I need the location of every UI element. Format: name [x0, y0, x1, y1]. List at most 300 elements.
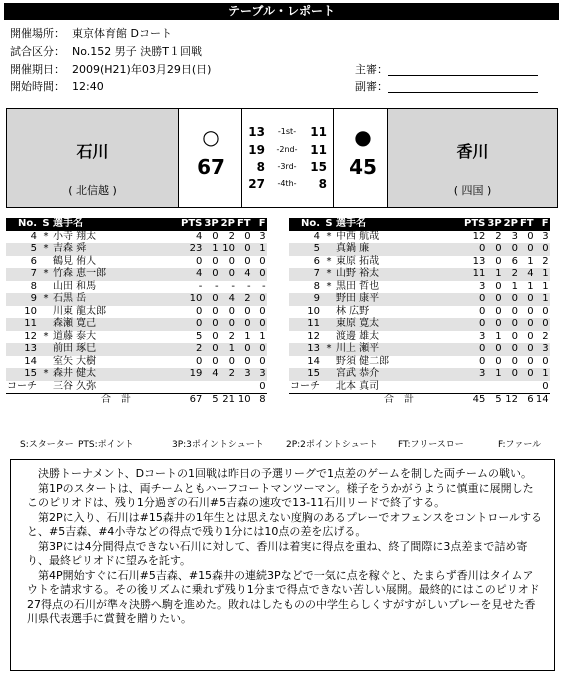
starter-mark [40, 381, 52, 394]
player-ft: 0 [244, 230, 251, 242]
away-team-panel [387, 109, 557, 207]
player-number: コーチ [7, 380, 37, 392]
player-3p: 0 [212, 355, 219, 367]
quarter-away-score: 8 [318, 177, 327, 191]
player-points: 12 [472, 230, 486, 242]
player-number: 15 [6, 368, 40, 381]
player-fouls: 1 [542, 280, 549, 292]
away-result-mark: ● [354, 125, 372, 149]
player-ft [519, 381, 535, 394]
player-3p: 4 [203, 368, 219, 381]
player-name: 森井 健太 [52, 368, 180, 381]
total-label: 合 計 [335, 393, 463, 406]
player-name: 宮武 恭介 [335, 368, 463, 381]
player-ft: 0 [519, 343, 535, 356]
home-team-panel [7, 109, 179, 207]
player-points: 0 [463, 318, 486, 331]
player-2p: 10 [220, 243, 236, 256]
player-name: 小寺 翔太 [53, 230, 97, 242]
player-3p: 0 [495, 280, 502, 292]
player-ft: 3 [236, 368, 252, 381]
starter-mark [40, 256, 52, 269]
player-ft: 0 [527, 355, 534, 367]
column-header: 3P [487, 218, 502, 230]
player-points: 0 [195, 355, 203, 367]
player-number: 6 [30, 255, 37, 267]
away-box-score [289, 218, 550, 406]
player-name: 東原 拓哉 [336, 255, 380, 267]
starter-mark [323, 356, 335, 369]
player-2p: 0 [220, 268, 236, 281]
quarter-label: -3rd- [277, 162, 297, 171]
column-header: 3P [204, 218, 219, 230]
table-row [6, 318, 267, 331]
player-name: 渡邊 雄太 [336, 330, 380, 342]
player-name: 真鍋 廉 [335, 243, 463, 256]
player-name: 鶴見 侑人 [53, 255, 97, 267]
starter-mark [323, 368, 335, 381]
player-2p: 2 [220, 368, 236, 381]
player-2p: 0 [511, 305, 518, 317]
column-header: F [535, 218, 550, 231]
player-ft: 4 [236, 268, 252, 281]
player-3p [486, 381, 502, 394]
player-fouls: 0 [252, 268, 267, 281]
info-value: No.152 男子 決勝T１回戦 [72, 45, 202, 58]
chief-referee-line [388, 64, 538, 76]
away-team-region: ( 四国 ) [453, 184, 492, 197]
player-points: 0 [463, 243, 486, 256]
player-points: 19 [180, 368, 203, 381]
total-row [289, 393, 550, 406]
player-3p: 0 [203, 293, 219, 306]
quarter-home-score: 27 [248, 177, 265, 191]
player-3p: 0 [486, 343, 502, 356]
column-header: F [252, 218, 267, 231]
player-points: 0 [195, 305, 203, 317]
starter-mark [40, 318, 52, 331]
player-name: 山野 裕太 [335, 268, 463, 281]
player-3p: - [215, 280, 219, 292]
player-3p: 0 [486, 243, 502, 256]
game-report [10, 459, 555, 671]
player-2p: - [231, 280, 235, 292]
player-number: 13 [6, 343, 40, 356]
player-number: 11 [6, 318, 40, 331]
info-value: 12:40 [72, 80, 104, 93]
player-number: 9 [6, 293, 40, 306]
table-row [289, 243, 550, 256]
starter-mark: * [323, 268, 335, 281]
table-row [6, 268, 267, 281]
player-number: 5 [6, 243, 40, 256]
starter-mark: * [326, 230, 332, 242]
starter-mark [40, 343, 52, 356]
player-number: 14 [307, 355, 320, 367]
starter-mark [40, 306, 52, 319]
player-3p: 0 [212, 330, 219, 342]
player-3p: 0 [486, 318, 502, 331]
player-name: 川上 瀬平 [335, 343, 463, 356]
legend-item: FT:フリースロー [398, 440, 464, 450]
scoreboard [6, 108, 558, 208]
column-header: PTS [464, 218, 486, 230]
player-points [180, 381, 203, 394]
column-header: S [323, 218, 335, 231]
player-ft: 0 [519, 293, 535, 306]
player-2p: 0 [503, 243, 519, 256]
player-ft: 0 [519, 318, 535, 331]
player-number: 7 [289, 268, 323, 281]
column-header: No. [289, 218, 323, 231]
quarter-home-score: 8 [256, 160, 265, 174]
quarter-home-score: 13 [248, 125, 265, 139]
player-3p: 1 [486, 268, 502, 281]
player-fouls: 0 [259, 355, 266, 367]
table-row [289, 318, 550, 331]
starter-mark: * [40, 368, 52, 381]
player-3p: 0 [203, 318, 219, 331]
table-row [289, 293, 550, 306]
player-name: 山田 和馬 [53, 280, 97, 292]
player-points: 11 [463, 268, 486, 281]
player-number: 12 [24, 330, 37, 342]
player-number: 5 [289, 243, 323, 256]
player-number: 12 [307, 330, 320, 342]
total-3p: 5 [203, 393, 219, 406]
report-paragraph: 第1Pのスタートは、両チームともハーフコートマンツーマン。様子をうかがうように慎重に展開したこのピリオドは、残り1分過ぎの石川#5吉森の速攻で13-11石川リードで終了する。 [27, 481, 534, 509]
player-fouls: 0 [259, 305, 266, 317]
quarter-row [241, 123, 333, 141]
player-fouls: 0 [535, 318, 550, 331]
table-row [6, 231, 267, 244]
player-fouls: 0 [259, 255, 266, 267]
legend-item: PTS:ポイント [78, 440, 134, 450]
player-fouls: 0 [542, 305, 549, 317]
quarter-away-score: 11 [310, 143, 327, 157]
player-number: 6 [313, 255, 320, 267]
player-fouls: 0 [252, 343, 267, 356]
home-box-score [6, 218, 267, 406]
player-fouls: 3 [542, 230, 549, 242]
player-name: 室矢 大樹 [53, 355, 97, 367]
player-fouls: 3 [535, 343, 550, 356]
player-3p: 2 [495, 230, 502, 242]
table-row [6, 356, 267, 369]
player-fouls: 3 [259, 230, 266, 242]
player-3p: 0 [203, 343, 219, 356]
legend-item: 2P:2ポイントシュート [286, 440, 378, 450]
info-label: 開催期日： [10, 63, 65, 76]
player-name: 森瀬 寛己 [52, 318, 180, 331]
player-ft: 1 [527, 255, 534, 267]
player-fouls: 2 [542, 255, 549, 267]
legend-item: 3P:3ポイントシュート [172, 440, 264, 450]
table-row [289, 356, 550, 369]
player-2p [503, 381, 519, 394]
table-row [6, 306, 267, 319]
player-number: コーチ [290, 380, 320, 392]
report-paragraph: 第4P開始すぐに石川#5吉森、#15森井の連続3Pなどで一気に点を稼ぐと、たまらず香川はタイムアウトを請求する。その後リズムに乗れず残り1分まで得点できない苦しい展開。最終的にはこのピリオド27得点の石川が準々決勝へ駒を進めた。敗れはしたものの中学生らしくすがすがしいプレーを見せた香川県代表選手に賞賛を贈りたい。 [27, 568, 540, 625]
player-fouls: 1 [535, 293, 550, 306]
starter-mark: * [323, 343, 335, 356]
player-points: 13 [472, 255, 486, 267]
player-ft: 0 [527, 230, 534, 242]
player-3p: 1 [495, 330, 502, 342]
info-venue [10, 27, 172, 41]
legend-item: S:スターター [20, 440, 74, 450]
table-row [289, 381, 550, 394]
player-2p: 2 [503, 268, 519, 281]
player-ft: 0 [244, 355, 251, 367]
player-name: 北本 真司 [336, 380, 380, 392]
report-paragraph: 第2Pに入り、石川は#15森井の1年生とは思えない度胸のあるプレーでオフェンスをコントロールすると、#5吉森、#4小寺などの得点で残り1分には10点の差を広げる。 [27, 510, 542, 538]
player-3p [203, 381, 219, 394]
starter-mark: * [40, 293, 52, 306]
player-number: 8 [313, 280, 320, 292]
info-start-time [10, 80, 104, 94]
player-fouls: 0 [535, 243, 550, 256]
player-number: 8 [30, 280, 37, 292]
quarter-away-score: 15 [310, 160, 327, 174]
player-name: 東原 寛太 [335, 318, 463, 331]
chief-referee-label: 主審： [355, 63, 388, 76]
player-ft: 0 [519, 243, 535, 256]
player-fouls: 1 [535, 368, 550, 381]
player-fouls: - [262, 280, 266, 292]
player-2p: 1 [220, 343, 236, 356]
table-row [6, 281, 267, 294]
sub-referee-label: 副審： [355, 80, 388, 93]
table-row [289, 268, 550, 281]
player-2p: 1 [511, 280, 518, 292]
player-number: 13 [289, 343, 323, 356]
player-ft [236, 381, 252, 394]
player-ft: 0 [527, 305, 534, 317]
quarter-home-score: 19 [248, 143, 265, 157]
player-name: 三谷 久弥 [53, 380, 97, 392]
quarter-row [241, 175, 333, 193]
player-3p: 1 [203, 243, 219, 256]
player-points: 0 [463, 293, 486, 306]
table-row [6, 381, 267, 394]
table-row [6, 343, 267, 356]
player-fouls: 0 [542, 355, 549, 367]
player-points: 0 [478, 355, 486, 367]
table-row [289, 256, 550, 269]
player-fouls: 2 [542, 330, 549, 342]
info-category [10, 45, 202, 59]
player-points: 2 [180, 343, 203, 356]
quarter-label: -2nd- [276, 145, 298, 154]
player-number: 9 [289, 293, 323, 306]
player-name: 野須 健二郎 [336, 355, 390, 367]
player-3p: 0 [495, 255, 502, 267]
total-spacer [323, 393, 335, 406]
total-ft: 10 [237, 393, 251, 405]
player-2p: 0 [503, 293, 519, 306]
player-3p: 0 [486, 293, 502, 306]
column-header: S [40, 218, 52, 231]
page-title: テーブル・レポート [4, 3, 559, 20]
player-2p: 6 [511, 255, 518, 267]
starter-mark: * [43, 230, 49, 242]
player-points: 0 [463, 343, 486, 356]
sub-referee [355, 80, 538, 94]
player-name: 野田 康平 [335, 293, 463, 306]
player-points: 10 [180, 293, 203, 306]
table-row [6, 331, 267, 344]
score-center [179, 109, 387, 207]
info-label: 開催場所： [10, 27, 65, 40]
player-points: 4 [180, 268, 203, 281]
player-2p [220, 381, 236, 394]
player-fouls: 0 [252, 293, 267, 306]
column-header: 2P [503, 218, 518, 230]
info-value: 2009(H21)年03月29日(日) [72, 63, 212, 76]
total-spacer [6, 393, 40, 406]
starter-mark: * [40, 268, 52, 281]
player-number: 10 [307, 305, 320, 317]
player-number: 4 [313, 230, 320, 242]
player-2p: 0 [503, 343, 519, 356]
player-2p: 0 [503, 318, 519, 331]
player-2p: 2 [228, 330, 235, 342]
info-label: 試合区分： [10, 45, 65, 58]
total-2p: 21 [220, 393, 236, 406]
player-2p: 0 [220, 318, 236, 331]
player-number: 15 [289, 368, 323, 381]
table-row [289, 343, 550, 356]
player-ft: 0 [244, 255, 251, 267]
total-spacer [40, 393, 52, 406]
player-3p: 0 [495, 355, 502, 367]
report-paragraph: 第3Pには4分間得点できない石川に対して、香川は着実に得点を重ね、終了間際に3点差まで詰め寄り、最終ピリオドに望みを託す。 [27, 539, 528, 567]
player-points [463, 381, 486, 394]
column-header: FT [519, 218, 534, 230]
player-number: 7 [6, 268, 40, 281]
player-number: 10 [24, 305, 37, 317]
player-3p: 0 [212, 230, 219, 242]
player-points: 3 [478, 330, 486, 342]
player-points: 0 [195, 255, 203, 267]
table-row [289, 306, 550, 319]
player-name: 川東 龍太郎 [53, 305, 107, 317]
player-ft: 1 [244, 330, 251, 342]
table-row [289, 368, 550, 381]
total-points: 67 [180, 393, 203, 406]
player-2p: 0 [511, 330, 518, 342]
player-name: 林 広野 [336, 305, 370, 317]
total-fouls: 14 [535, 393, 549, 405]
sub-referee-line [388, 81, 538, 93]
player-points: 4 [195, 230, 203, 242]
column-header: PTS [181, 218, 203, 230]
starter-mark [323, 381, 335, 394]
home-total-score: 67 [197, 155, 225, 179]
quarter-row [241, 141, 333, 159]
player-fouls: 0 [542, 380, 549, 392]
player-points: - [198, 280, 203, 292]
player-points: 3 [478, 280, 486, 292]
total-3p: 5 [486, 393, 502, 406]
table-row [6, 243, 267, 256]
quarter-label: -1st- [277, 127, 297, 136]
chief-referee [355, 63, 538, 77]
column-header: No. [6, 218, 40, 231]
player-ft: 4 [519, 268, 535, 281]
player-ft: 0 [519, 368, 535, 381]
player-3p: 0 [495, 305, 502, 317]
player-3p: 0 [203, 268, 219, 281]
away-total-score: 45 [349, 155, 377, 179]
player-name: 石黒 岳 [52, 293, 180, 306]
player-2p: 2 [228, 230, 235, 242]
player-name: 竹森 恵一郎 [52, 268, 180, 281]
info-value: 東京体育館 Dコート [72, 27, 172, 40]
column-header: FT [236, 218, 251, 230]
player-points: 0 [180, 318, 203, 331]
player-ft: 0 [236, 343, 252, 356]
player-2p: 3 [511, 230, 518, 242]
away-team-name: 香川 [456, 142, 489, 161]
starter-mark: * [326, 280, 332, 292]
column-header: 選手名 [335, 218, 463, 231]
player-fouls: 1 [259, 330, 266, 342]
player-2p: 0 [228, 305, 235, 317]
table-row [289, 331, 550, 344]
player-2p: 0 [228, 255, 235, 267]
table-row [289, 281, 550, 294]
starter-mark [40, 281, 52, 294]
player-2p: 0 [503, 368, 519, 381]
player-number: 11 [289, 318, 323, 331]
player-ft: 0 [236, 318, 252, 331]
table-row [6, 293, 267, 306]
total-label: 合 計 [52, 393, 180, 406]
home-result-mark: ○ [202, 125, 220, 149]
starter-mark [323, 318, 335, 331]
starter-mark: * [326, 255, 332, 267]
player-name: 黒田 哲也 [336, 280, 380, 292]
player-fouls: 0 [259, 380, 266, 392]
player-name: 吉森 舜 [52, 243, 180, 256]
total-points: 45 [463, 393, 486, 406]
legend-item: F:ファール [498, 440, 542, 450]
table-header-row [6, 218, 267, 231]
player-name: 中西 航哉 [336, 230, 380, 242]
player-ft: 0 [236, 243, 252, 256]
starter-mark [323, 293, 335, 306]
player-fouls: 3 [252, 368, 267, 381]
player-points: 0 [478, 305, 486, 317]
player-2p: 0 [228, 355, 235, 367]
player-fouls: 1 [252, 243, 267, 256]
starter-mark [40, 356, 52, 369]
starter-mark [323, 243, 335, 256]
report-paragraph: 決勝トーナメント、Dコートの1回戦は昨日の予選リーグで1点差のゲームを制した両チームの戦い。 [38, 467, 533, 480]
quarter-label: -4th- [277, 179, 297, 188]
player-number: 14 [24, 355, 37, 367]
total-ft: 6 [519, 393, 535, 406]
player-ft: 0 [244, 305, 251, 317]
player-ft: - [247, 280, 251, 292]
player-3p: 0 [212, 305, 219, 317]
player-number: 4 [30, 230, 37, 242]
table-row [6, 368, 267, 381]
player-3p: 1 [486, 368, 502, 381]
info-date [10, 63, 211, 77]
